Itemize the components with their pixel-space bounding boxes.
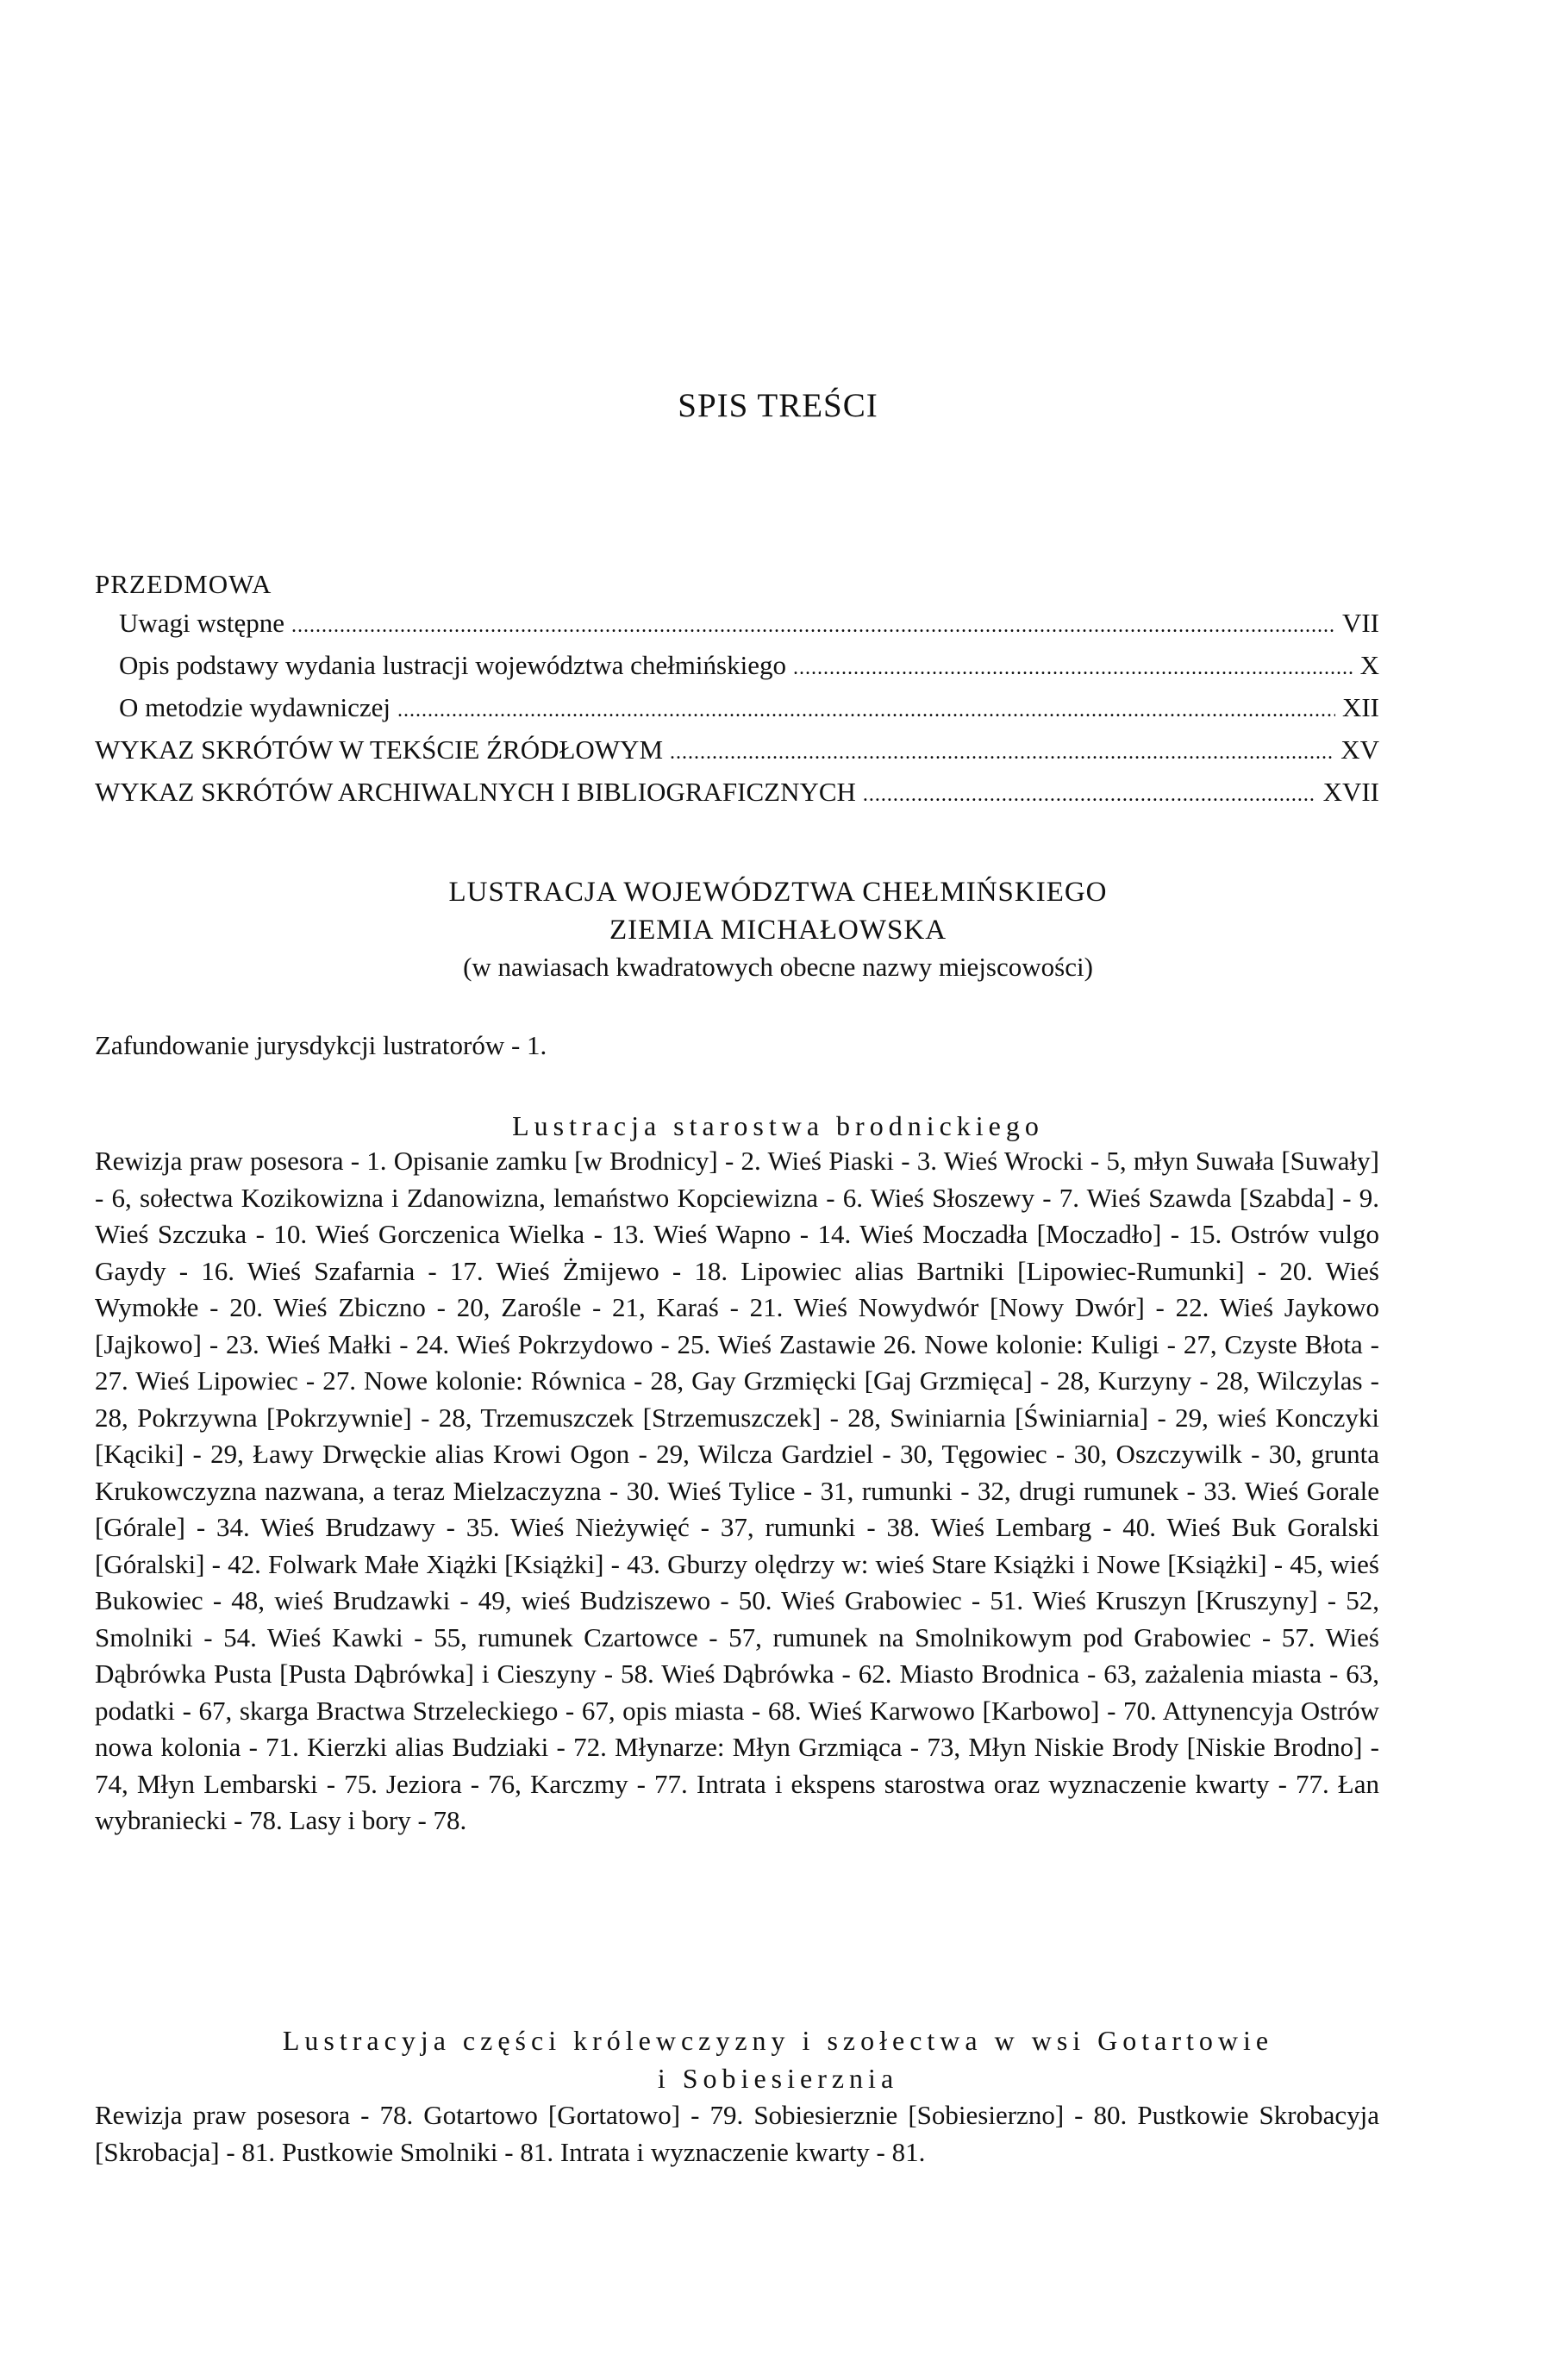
toc-row: [95, 603, 1379, 646]
page-title: SPIS TREŚCI: [678, 387, 878, 424]
toc-row: [95, 730, 1379, 772]
toc-row-label: Uwagi wstępne: [119, 608, 284, 638]
toc-row-page: X: [1359, 650, 1379, 680]
toc-row-label: Opis podstawy wydania lustracji województwa chełmińskiego: [119, 650, 786, 680]
toc-dot-leader: [670, 734, 1334, 772]
main-heading: LUSTRACJA WOJEWÓDZTWA CHEŁMIŃSKIEGO: [448, 877, 1108, 908]
heading-note: (w nawiasach kwadratowych obecne nazwy miejscowości): [463, 952, 1093, 982]
toc-section-heading: PRZEDMOWA: [95, 569, 272, 599]
toc-row: [95, 646, 1379, 688]
toc-dot-leader: [291, 607, 1335, 646]
toc-dot-leader: [793, 649, 1353, 688]
toc-row-label: WYKAZ SKRÓTÓW ARCHIWALNYCH I BIBLIOGRAFICZNYCH: [95, 777, 856, 807]
section-heading: Lustracja starostwa brodnickiego: [512, 1110, 1044, 1141]
toc-row-page: XVII: [1322, 777, 1379, 807]
table-of-contents: [95, 565, 1379, 815]
section-heading: Lustracyja części królewczyzny i szołectwa w wsi Gotartowie: [282, 2025, 1274, 2056]
sub-heading: ZIEMIA MICHAŁOWSKA: [609, 915, 947, 946]
toc-dot-leader: [863, 776, 1316, 815]
toc-row-page: XV: [1340, 734, 1379, 765]
toc-row-label: O metodzie wydawniczej: [119, 692, 391, 722]
toc-row-label: WYKAZ SKRÓTÓW W TEKŚCIE ŹRÓDŁOWYM: [95, 734, 664, 765]
toc-dot-leader: [397, 691, 1335, 730]
section-entries: Rewizja praw posesora - 1. Opisanie zamku [w Brodnicy] - 2. Wieś Piaski - 3. Wieś Wrocki - 5, młyn Suwała [Suwały] - 6, sołectwa Kozikowizna i Zdanowizna, lemaństwo Kopciewizna - 6. Wieś Słoszewy - 7. Wieś Szawda [Szabda] - 9. Wieś Szczuka - 10. Wieś Gorczenica Wielka - 13. Wieś Wapno - 14. Wieś Moczadła [Moczadło] - 15. Ostrów vulgo Gaydy - 16. Wieś Szafarnia - 17. Wieś Żmijewo - 18. Lipowiec alias Bartniki [Lipowiec-Rumunki] - 20. Wieś Wymokłe - 20. Wieś Zbiczno - 20, Zarośle - 21, Karaś - 21. Wieś Nowydwór [Nowy Dwór] - 22. Wieś Jaykowo [Jajkowo] - 23. Wieś Małki - 24. Wieś Pokrzydowo - 25. Wieś Zastawie 26. Nowe kolonie: Kuligi - 27, Czyste Błota - 27. Wieś Lipowiec - 27. Nowe kolonie: Równica - 28, Gay Grzmięcki [Gaj Grzmięca] - 28, Kurzyny - 28, Wilczylas - 28, Pokrzywna [Pokrzywnie] - 28, Trzemuszczek [Strzemuszczek] - 28, Swiniarnia [Świniarnia] - 29, wieś Konczyki [Kąciki] - 29, Ławy Drwęckie alias Krowi Ogon - 29, Wilcza Gardziel - 30, Tęgowiec - 30, Oszczywilk - 30, grunta Krukowczyzna nazwana, a teraz Mielzaczyzna - 30. Wieś Tylice - 31, rumunki - 32, drugi rumunek - 33. Wieś Gorale [Górale] - 34. Wieś Brudzawy - 35. Wieś Nieżywięć - 37, rumunki - 38. Wieś Lembarg - 40. Wieś Buk Goralski [Góralski] - 42. Folwark Małe Xiążki [Książki] - 43. Gburzy olędrzy w: wieś Stare Książki i Nowe [Książki] - 45, wieś Bukowiec - 48, wieś Brudzawki - 49, wieś Budziszewo - 50. Wieś Grabowiec - 51. Wieś Kruszyn [Kruszyny] - 52, Smolniki - 54. Wieś Kawki - 55, rumunek Czartowce - 57, rumunek na Smolnikowym pod Grabowiec - 57. Wieś Dąbrówka Pusta [Pusta Dąbrówka] i Cieszyny - 58. Wieś Dąbrówka - 62. Miasto Brodnica - 63, zażalenia miasta - 63, podatki - 67, skarga Bractwa Strzeleckiego - 67, opis miasta - 68. Wieś Karwowo [Karbowo] - 70. Attynencyja Ostrów nowa kolonia - 71. Kierzki alias Budziaki - 72. Młynarze: Młyn Grzmiąca - 73, Młyn Niskie Brody [Niskie Brodno] - 74, Młyn Lembarski - 75. Jeziora - 76, Karczmy - 77. Intrata i ekspens starostwa oraz wyznaczenie kwarty - 77. Łan wybraniecki - 78. Lasy i bory - 78.: [95, 1146, 1379, 1835]
toc-row: [95, 688, 1379, 730]
toc-row-page: XII: [1341, 692, 1379, 722]
toc-row-page: VII: [1341, 608, 1379, 638]
toc-row: [95, 772, 1379, 815]
section-entries: Rewizja praw posesora - 78. Gotartowo [Gortatowo] - 79. Sobiesierznie [Sobiesierzno] - 80. Pustkowie Skrobacyja [Skrobacja] - 81. Pustkowie Smolniki - 81. Intrata i wyznaczenie kwarty - 81.: [95, 2100, 1379, 2167]
section-heading-continued: i Sobiesierznia: [657, 2063, 899, 2094]
intro-line: Zafundowanie jurysdykcji lustratorów - 1.: [95, 1030, 547, 1060]
